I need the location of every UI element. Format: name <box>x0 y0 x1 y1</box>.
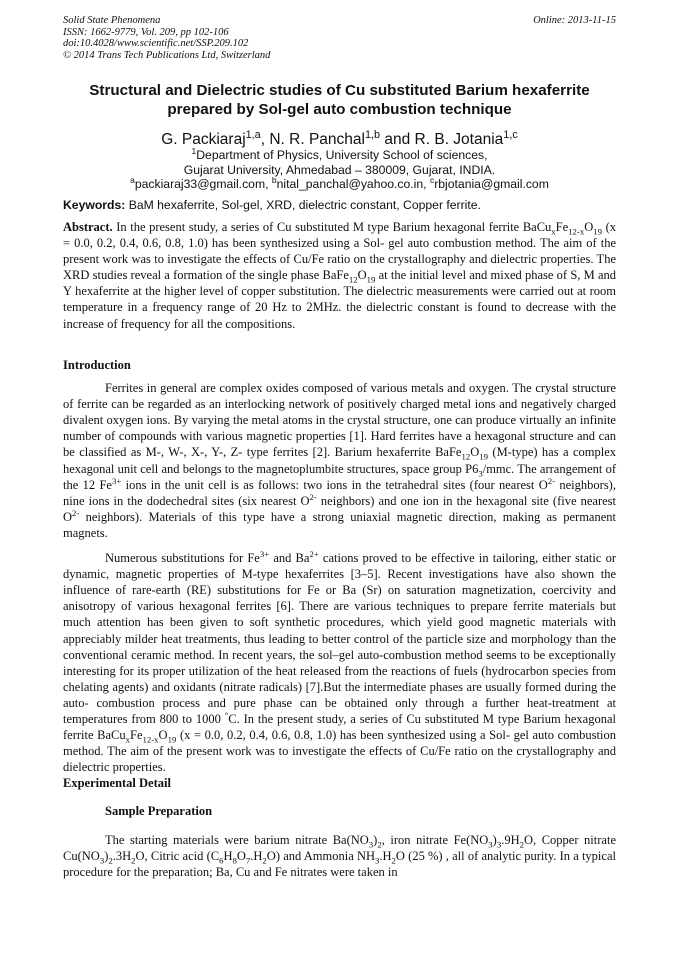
text-run: In the present study, a series of Cu substituted M type Barium hexagonal ferrite BaCu <box>112 220 552 234</box>
text-run: (x = 0.0, 0.2, 0.4, 0.6, 0.8, 1.0) has been synthesized using a Sol- gel auto combustion method. The aim of the present work was to investigate the effects of Cu/Fe ratio on the crystallography and dielectric properties. The XRD studies reveal a formation of the single phase BaFe <box>63 220 616 283</box>
text-run: cations proved to be effective in tailoring, either static or dynamic, magnetic properties of M-type hexaferrites [3–5]. Recent investigations have also shown the influence of rare-earth (RE) substitutions for Fe or Ba (Sr) on saturation magnetization, coercivity and anisotropy of various hexagonal ferrites [6]. There are various techniques to prepare ferrite materials but much attention has been given to soft synthetic procedures, which yield good magnetic materials with appreciably milder heat treatments, thus leading to better control of the particle size and morphology than the conventional ceramic method. In recent years, the sol–gel auto-combustion method seems to be exceptionally interesting for its proper utilization of the heat released from the reactions of fuels (hydrocarbon species from chelating agents) and oxidants (nitrate radicals) [7].But the intermediate phases are usually formed during the auto- combustion process and pure phase can be obtained only through a further heat-treatment at temperatures from 800 to 1000 <box>63 551 617 726</box>
subscript: 19 <box>167 734 177 745</box>
subsection-heading-sample-preparation: Sample Preparation <box>105 804 213 819</box>
text-run: C. In the present study, a series of Cu substituted M type Barium hexagonal ferrite BaCu <box>63 711 616 743</box>
text-run: Ferrites in general are complex oxides composed of various metals and oxygen. The crystal structure of ferrite can be regarded as an interlocking network of positively charged metal ions and negatively charged divalent oxygen ions. By varying the metal atoms in the crystal structure, one can produce virtually an infinite number of compounds with various magnetic properties [1]. Hard ferrites have a hexagonal structure and can be classified as M-, W-, X-, Y-, Z- type ferrites [2]. Barium hexaferrite BaFe <box>63 381 616 460</box>
author-name: N. R. Panchal <box>269 131 365 148</box>
journal-issn: ISSN: 1662-9779, Vol. 209, pp 102-106 <box>63 26 229 38</box>
journal-copyright: © 2014 Trans Tech Publications Ltd, Switzerland <box>63 49 271 61</box>
text-run: O <box>584 220 594 234</box>
text-run: O <box>236 848 246 863</box>
subscript: 12-x <box>568 226 585 237</box>
text-run: at the initial level and mixed phase of S, M and Y hexaferrite at the higher level of copper substitution. The dielectric measurements were carried out at room temperature in a frequency range of 20 Hz to 2MHz. the dielectric constant is found to decrease with the increase of frequency for all the compositions. <box>63 268 616 331</box>
text-run: ) <box>104 848 109 863</box>
subscript: 19 <box>593 226 602 237</box>
email-link[interactable]: packiaraj33@gmail.com, <box>134 177 272 192</box>
subscript: 19 <box>479 451 488 462</box>
text-run: Numerous substitutions for Fe <box>105 551 260 566</box>
text-run: and Ba <box>269 551 310 566</box>
subscript: 19 <box>366 274 376 285</box>
subscript: 2 <box>519 839 524 850</box>
superscript: 2- <box>309 491 317 502</box>
author-affil-mark: 1,a <box>245 128 261 141</box>
keywords <box>63 198 616 212</box>
subscript: 3 <box>496 839 502 850</box>
email-link[interactable]: rbjotania@gmail.com <box>434 177 549 192</box>
superscript: 2- <box>547 475 556 486</box>
affil-line-2: Gujarat University, Ahmedabad – 380009, Gujarat, INDIA. <box>183 162 496 177</box>
subscript: 3 <box>488 839 493 850</box>
subscript: x <box>551 226 556 237</box>
text-run: .H <box>250 848 263 863</box>
subscript: 12 <box>348 274 358 285</box>
text-run: /mmc. The arrangement of the 12 Fe <box>63 461 617 492</box>
subscript: 3 <box>478 468 483 479</box>
author-name: G. Packiaraj <box>161 131 246 148</box>
text-run: .3H <box>112 848 132 863</box>
text-run: O (25 %) , all of analytic purity. In a typical procedure for the preparation; Ba, Cu and Fe nitrates were taken in <box>63 848 616 879</box>
section-heading-introduction: Introduction <box>63 358 131 372</box>
subscript: x <box>125 734 130 745</box>
email-line <box>63 177 616 192</box>
journal-header <box>63 15 616 61</box>
superscript: 3+ <box>111 475 122 486</box>
text-run: , iron nitrate Fe(NO <box>381 832 489 847</box>
text-run: ) <box>492 832 497 847</box>
subscript: 3 <box>368 839 374 850</box>
paragraph <box>63 550 616 775</box>
paragraph <box>63 380 616 541</box>
author-affil-mark: 1,b <box>364 128 381 141</box>
keywords-text: BaM hexaferrite, Sol-gel, XRD, dielectric constant, Copper ferrite. <box>125 198 481 212</box>
text-run: O <box>158 728 168 743</box>
text-run: The starting materials were barium nitrate Ba(NO <box>105 832 369 847</box>
author-name: R. B. Jotania <box>414 131 504 148</box>
author-affil-mark: 1,c <box>503 128 518 141</box>
journal-doi: doi:10.4028/www.scientific.net/SSP.209.102 <box>63 38 249 50</box>
text-run: Fe <box>555 220 569 234</box>
subscript: 12-x <box>142 734 159 745</box>
text-run: H <box>223 848 233 863</box>
paragraph <box>63 832 616 880</box>
email-mark: a <box>130 175 135 186</box>
subscript: 2 <box>377 839 382 850</box>
text-run: neighbors). Materials of this type have a strong uniaxial magnetic direction, making as permanent magnets. <box>63 509 616 540</box>
keywords-label: Keywords: <box>63 198 126 212</box>
text-run: O, Copper nitrate Cu(NO <box>63 832 616 863</box>
affil-mark: 1 <box>191 145 197 156</box>
online-date: Online: 2013-11-15 <box>533 15 616 26</box>
text-run: ) <box>373 832 378 847</box>
text-run: (M-type) has a complex hexagonal unit cell and belongs to the magnetoplumbite structures, space group P6 <box>63 445 616 476</box>
text-run: (x = 0.0, 0.2, 0.4, 0.6, 0.8, 1.0) has been synthesized using a Sol- gel auto combustion method. The aim of the present work was to investigate the effects of Cu/Fe ratio on the crystallography and dielectric properties. <box>63 728 616 775</box>
superscript: 3+ <box>259 548 270 559</box>
text-run: Fe <box>130 728 143 743</box>
superscript: 2+ <box>309 548 319 559</box>
abstract <box>63 219 616 332</box>
email-link[interactable]: nital_panchal@yahoo.co.in, <box>276 177 430 192</box>
subscript: 8 <box>232 855 237 866</box>
text-run: O, Citric acid (C <box>135 848 220 863</box>
author-separator: and <box>380 131 415 148</box>
affil-line-1: Department of Physics, University School of sciences, <box>196 148 488 162</box>
subscript: 2 <box>131 855 136 866</box>
subscript: 6 <box>219 855 224 866</box>
subscript: 3 <box>99 855 105 866</box>
paper-title: Structural and Dielectric studies of Cu substituted Barium hexaferrite prepared by Sol-gel auto combustion technique <box>89 82 590 118</box>
affiliation <box>63 145 616 192</box>
subscript: 2 <box>391 855 396 866</box>
email-mark: c <box>429 175 435 186</box>
journal-name: Solid State Phenomena <box>63 15 161 26</box>
text-run: neighbors) and one ion in the hexagonal site (five nearest O <box>63 493 616 524</box>
superscript: 2- <box>72 507 80 518</box>
text-run: .9H <box>501 832 520 847</box>
author-separator: , <box>260 131 270 148</box>
email-mark: b <box>271 175 277 186</box>
abstract-label: Abstract. <box>63 220 113 234</box>
superscript: ° <box>224 709 229 720</box>
subscript: 3 <box>375 855 380 866</box>
text-run: O <box>470 445 480 460</box>
text-run: O) and Ammonia NH <box>266 848 376 863</box>
text-run: O <box>357 268 367 283</box>
subscript: 2 <box>262 855 267 866</box>
subscript: 12 <box>461 451 471 462</box>
subscript: 2 <box>108 855 113 866</box>
subscript: 7 <box>245 855 251 866</box>
text-run: .H <box>379 848 392 863</box>
abstract-text <box>63 219 616 332</box>
text-run: ions in the unit cell is as follows: two ions in the tetrahedral sites (four nearest O <box>121 477 548 492</box>
author-list <box>63 130 616 149</box>
text-run: neighbors), nine ions in the dodechedral sites (six nearest O <box>63 477 616 508</box>
section-heading-experimental: Experimental Detail <box>63 776 171 791</box>
paper-body <box>63 357 616 880</box>
